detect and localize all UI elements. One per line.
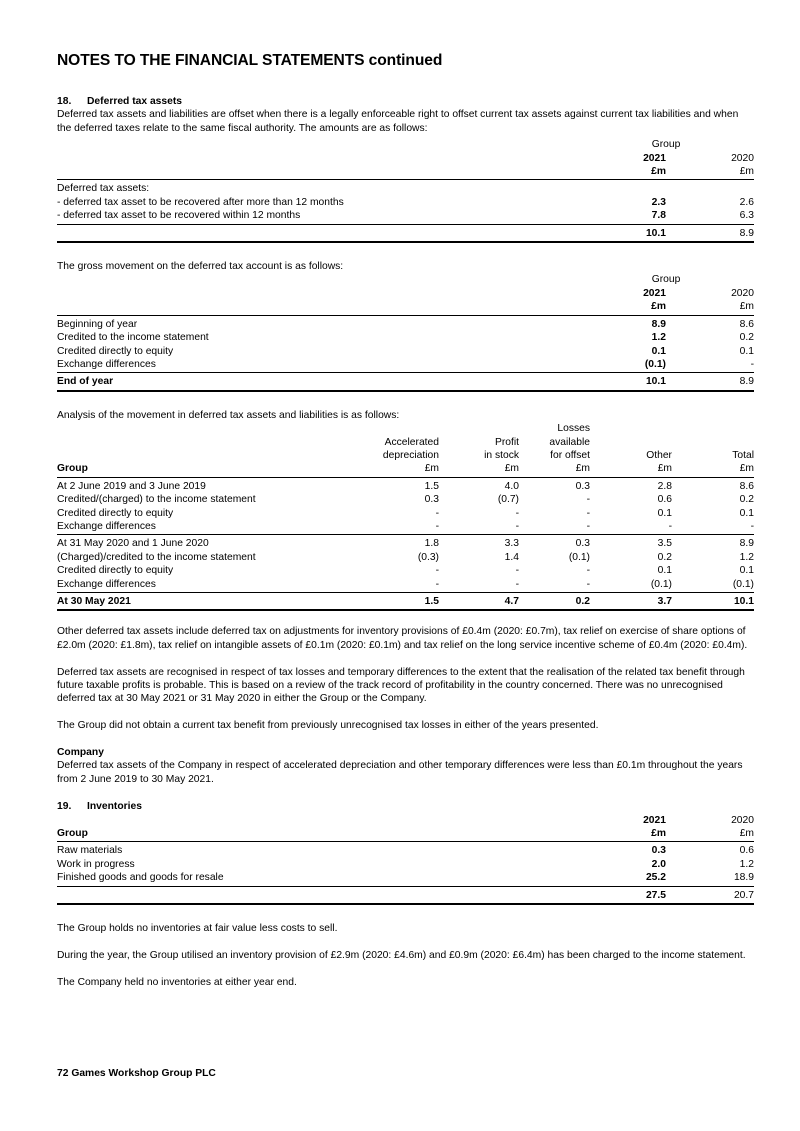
value: 1.8 [424,538,439,550]
note-paragraph: Deferred tax assets are recognised in respect of tax losses and temporary differences to the extent that the realisation of the related tax benefit through future taxable profits is probable. This is based on a review of the track record of profitability in the country concerned. There was no unrecognised deferred tax at 30 May 2021 or 31 May 2020 in either the Group or the Company. [57,666,745,705]
col-header: available [549,436,590,448]
unit: £m [657,463,672,475]
value: 2.8 [657,480,672,492]
table-total-row [57,889,754,902]
group-row-header: Group [57,463,88,475]
col-header: Total [732,449,754,461]
year-2021-header: 2021 [643,287,666,299]
total-2021: 10.1 [645,227,666,239]
unit: £m [504,463,519,475]
value: 8.9 [739,538,754,550]
total-2020: 8.9 [739,227,754,239]
total-2020: 20.7 [733,889,754,901]
total-value: 10.1 [733,596,754,607]
year-2021-header: 2021 [643,152,666,164]
table-row [57,182,754,195]
table-row [57,520,754,533]
value: 0.3 [575,538,590,550]
value: 4.0 [504,480,519,492]
rule [57,372,754,373]
table-row [57,331,754,344]
inventories-table [57,814,754,905]
table-unit-row [57,827,754,840]
page-footer: 72 Games Workshop Group PLC [57,1068,216,1079]
table-unit-row [57,165,754,178]
rule [57,224,754,225]
section-18-heading [57,95,754,108]
value-2021: 0.3 [651,845,666,857]
total-2021: 27.5 [645,889,666,901]
value-2021: 2.0 [651,858,666,870]
total-2021: 10.1 [645,376,666,388]
value: - [586,520,590,532]
row-label: Credited directly to equity [57,565,174,577]
row-label: Exchange differences [57,358,156,370]
col-header: Accelerated [384,436,439,448]
value-2020: 1.2 [739,858,754,870]
table-row [57,871,754,884]
value: 3.3 [504,538,519,550]
value: 0.1 [657,565,672,577]
gross-movement-table [57,273,754,391]
value: - [668,520,672,532]
table-row [57,844,754,857]
rule [57,179,754,180]
value-2020: 8.6 [739,318,754,330]
value: 0.1 [739,507,754,519]
rule [57,477,754,478]
unit-2021: £m [651,166,666,178]
value-2021: 2.3 [651,196,666,208]
unit: £m [424,463,439,475]
value: 0.3 [575,480,590,492]
year-2020-header: 2020 [731,287,754,299]
section-title: Inventories [87,801,142,813]
value-2021: 7.8 [651,210,666,222]
value: 1.2 [739,551,754,563]
table-group-row [57,273,754,286]
value: - [515,507,519,519]
value-2020: 0.1 [739,345,754,357]
table-year-row [57,152,754,165]
value: (0.7) [497,494,519,506]
value: - [435,578,439,590]
section-18-intro: Deferred tax assets and liabilities are offset when there is a legally enforceable right to offset current tax assets against current tax liabilities and when the deferred taxes relate to the same fiscal authority. The amounts are as follows: [57,109,739,134]
row-label: Exchange differences [57,520,156,532]
col-header: for offset [550,449,590,461]
table-row [57,480,754,493]
col-header: Profit [494,436,519,448]
value: (0.1) [650,578,672,590]
rule [57,592,754,593]
gross-movement-intro: The gross movement on the deferred tax account is as follows: [57,261,344,273]
table-header-row-1 [57,422,754,435]
table-group-row [57,138,754,151]
rule [57,886,754,887]
table-row [57,318,754,331]
value-2021: 0.1 [651,345,666,357]
row-label: (Charged)/credited to the income statement [57,551,256,563]
table-unit-row [57,300,754,313]
section-19-heading [57,800,754,813]
value: 0.6 [657,494,672,506]
value: 3.5 [657,538,672,550]
value: (0.1) [568,551,590,563]
section-number: 19. [57,801,72,813]
row-label: Credited directly to equity [57,345,174,357]
table-total-row [57,375,754,388]
total-2020: 8.9 [739,376,754,388]
table-row [57,196,754,209]
row-label: Credited/(charged) to the income statement [57,494,256,506]
unit: £m [739,463,754,475]
value-2021: 1.2 [651,332,666,344]
table-unit-row [57,462,754,475]
unit-2021: £m [651,301,666,313]
row-label: Credited directly to equity [57,507,174,519]
row-label: Work in progress [57,858,135,870]
year-2020-header: 2020 [731,152,754,164]
unit-2020: £m [739,166,754,178]
value: - [586,565,590,577]
table-row [57,578,754,591]
value-2020: 18.9 [733,872,754,884]
rule [57,841,754,842]
row-label: At 31 May 2020 and 1 June 2020 [57,538,209,550]
value: - [750,520,754,532]
value-2020: 0.6 [739,845,754,857]
table-total-row [57,595,754,608]
value: 1.4 [504,551,519,563]
col-header: depreciation [382,449,439,461]
col-header: in stock [484,449,519,461]
row-label: Exchange differences [57,578,156,590]
value: - [586,507,590,519]
note-paragraph: The Group did not obtain a current tax benefit from previously unrecognised tax losses in either of the years presented. [57,720,599,732]
value: - [515,520,519,532]
table-row [57,858,754,871]
value: - [435,507,439,519]
company-heading: Company [57,747,104,759]
value: (0.3) [417,551,439,563]
row-label: - deferred tax asset to be recovered after more than 12 months [57,196,344,208]
total-value: 1.5 [424,596,439,607]
deferred-tax-amounts-table [57,138,754,243]
unit-2021: £m [651,828,666,840]
value: - [515,578,519,590]
value: - [435,565,439,577]
table-row [57,493,754,506]
table-row [57,564,754,577]
group-column-label: Group [651,139,681,151]
table-row [57,209,754,222]
section-title: Deferred tax assets [87,96,183,107]
row-label: Finished goods and goods for resale [57,872,224,884]
table-row [57,537,754,550]
table-row [57,358,754,371]
total-value: 4.7 [504,596,519,607]
value: 0.3 [424,494,439,506]
row-label: Beginning of year [57,318,138,330]
value: - [515,565,519,577]
table-row [57,551,754,564]
group-column-label: Group [651,274,681,286]
row-label: Deferred tax assets: [57,183,150,195]
table-year-row [57,814,754,827]
analysis-table [57,422,754,611]
row-label: At 30 May 2021 [57,596,131,607]
section-number: 18. [57,96,72,107]
value-2020: 2.6 [739,196,754,208]
company-paragraph: Deferred tax assets of the Company in respect of accelerated depreciation and other temporary differences were less than £0.1m throughout the years from 2 June 2019 to 30 May 2021. [57,760,743,785]
value: - [586,578,590,590]
value-2021: 8.9 [651,318,666,330]
total-value: 3.7 [657,596,672,607]
analysis-intro: Analysis of the movement in deferred tax assets and liabilities is as follows: [57,409,400,421]
note-paragraph: The Company held no inventories at either year end. [57,976,297,988]
value: 0.1 [739,565,754,577]
note-paragraph: The Group holds no inventories at fair value less costs to sell. [57,923,338,935]
note-paragraph: Other deferred tax assets include deferred tax on adjustments for inventory provisions of £0.4m (2020: £0.7m), tax relief on exercise of share options of £2.0m (2020: £1.8m), tax relief on intangible assets of £0.1m (2020: £0.1m) and tax relief on the long service incentive scheme of £0.4m (2020: £0.4m). [57,626,748,651]
year-2020-header: 2020 [731,814,754,826]
value: (0.1) [732,578,754,590]
value: 0.2 [657,551,672,563]
col-header: Other [646,449,672,461]
row-label: Credited to the income statement [57,332,209,344]
year-2021-header: 2021 [643,814,666,826]
unit-2020: £m [739,301,754,313]
value: 0.2 [739,494,754,506]
value-2020: 0.2 [739,332,754,344]
row-label: Raw materials [57,845,123,857]
table-header-row-3 [57,449,754,462]
unit: £m [575,463,590,475]
table-row [57,345,754,358]
total-value: 0.2 [575,596,590,607]
value: - [435,520,439,532]
table-total-row [57,227,754,240]
value-2020: 6.3 [739,210,754,222]
note-paragraph: During the year, the Group utilised an inventory provision of £2.9m (2020: £4.6m) and £0.9m (2020: £6.4m) has been charged to the income statement. [57,949,746,961]
table-header-row-2 [57,436,754,449]
table-year-row [57,287,754,300]
page-title: NOTES TO THE FINANCIAL STATEMENTS continued [57,52,443,69]
value: 8.6 [739,480,754,492]
value: 0.1 [657,507,672,519]
value-2020: - [750,358,754,370]
row-label: - deferred tax asset to be recovered within 12 months [57,210,301,222]
value: 1.5 [424,480,439,492]
value-2021: 25.2 [645,872,666,884]
col-header: Losses [557,423,590,435]
value-2021: (0.1) [644,358,666,370]
rule [57,534,754,535]
group-row-header: Group [57,828,88,840]
row-label: End of year [57,376,114,388]
unit-2020: £m [739,828,754,840]
table-row [57,507,754,520]
row-label: At 2 June 2019 and 3 June 2019 [57,480,206,492]
value: - [586,494,590,506]
rule [57,315,754,316]
